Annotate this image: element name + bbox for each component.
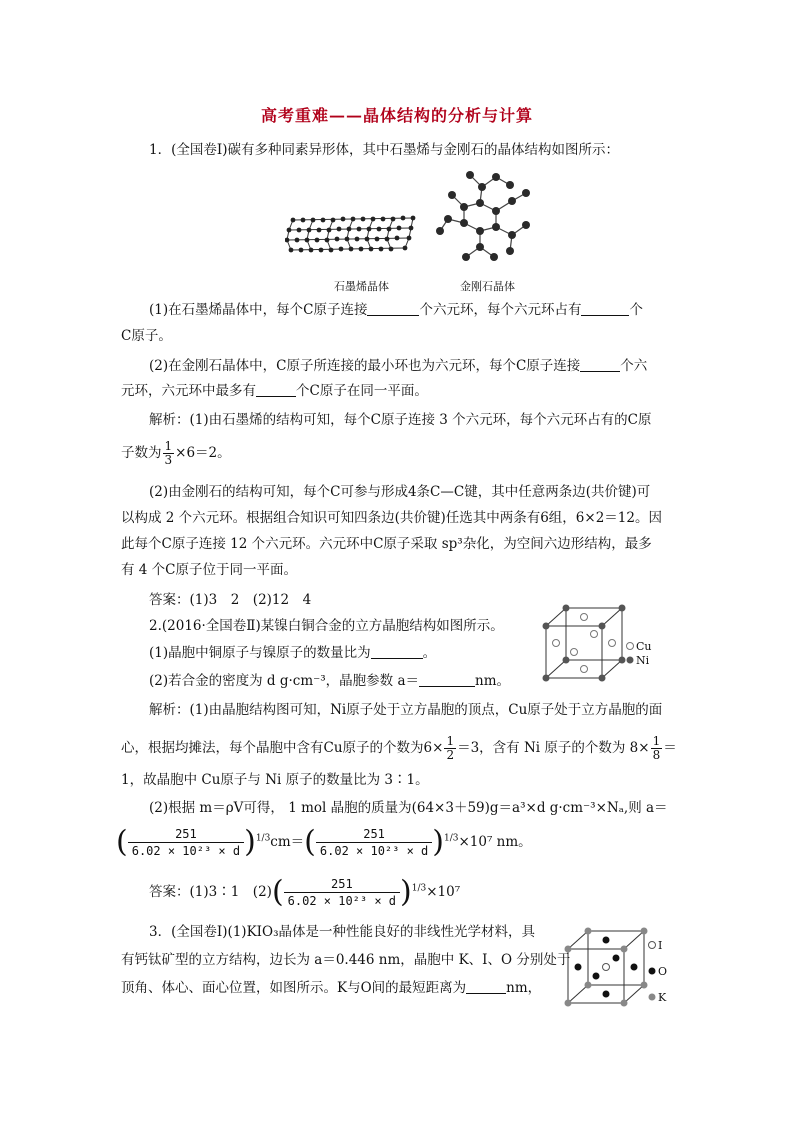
answer-blank[interactable] — [371, 644, 423, 659]
fraction-one-third: $\frac{1}{3}$ — [164, 439, 173, 467]
q2-part2: (2)若合金的密度为 d g·cm⁻³，晶胞参数 a＝ nm。 — [149, 673, 511, 689]
graphene-figure — [285, 208, 420, 258]
q2-solution-1: 解析：(1)由晶胞结构图可知，Ni原子处于立方晶胞的顶点，Cu原子处于立方晶胞的面 — [149, 702, 663, 718]
diamond-caption: 金刚石晶体 — [460, 280, 515, 293]
answer-blank[interactable] — [256, 382, 296, 397]
fraction-one-half: $\frac{1}{2}$ — [446, 734, 455, 762]
q2-solution-1b: 心，根据均摊法，每个晶胞中含有Cu原子的个数为6× $\frac{1}{2}$ ＝3，含有 Ni 原子的个数为 8× $\frac{1}{8}$ ＝ — [121, 734, 677, 762]
q1-stem: 1．(全国卷Ⅰ)碳有多种同素异形体，其中石墨烯与金刚石的晶体结构如图所示： — [149, 142, 619, 158]
q2-stem: 2.(2016·全国卷Ⅱ)某镍白铜合金的立方晶胞结构如图所示。 — [149, 618, 504, 634]
answer-blank[interactable] — [466, 979, 506, 994]
answer-blank[interactable] — [580, 357, 620, 372]
legend-i: I — [658, 939, 663, 952]
legend-o: O — [658, 965, 668, 978]
formula-fraction: $\frac{251}{\text{6.02 × 10²³ × d}}$ — [316, 826, 432, 859]
q2-solution-2-formula: ( $\frac{251}{\text{6.02 × 10²³ × d}}$ )$^{1/3}$cm＝( $\frac{251}{\text{6.02 × 10²³ × d}}$ )$^{1/3}$×10⁷ nm。 — [116, 824, 532, 860]
q1-part2-cont: 元环，六元环中最多有 个C原子在同一平面。 — [121, 383, 428, 399]
answer-blank[interactable] — [367, 301, 419, 316]
cuni-unit-cell — [540, 600, 650, 685]
q1-solution-1b: 子数为 $\frac{1}{3}$ ×6＝2。 — [121, 439, 231, 467]
q1-part2: (2)在金刚石晶体中，C原子所连接的最小环也为六元环，每个C原子连接 个六 — [149, 358, 648, 374]
formula-fraction: $\frac{251}{\text{6.02 × 10²³ × d}}$ — [128, 826, 244, 859]
q3-line3: 顶角、体心、面心位置，如图所示。K与O间的最短距离为 nm， — [121, 980, 542, 996]
answer-blank[interactable] — [581, 301, 629, 316]
fraction-one-eighth: $\frac{1}{8}$ — [652, 734, 661, 762]
legend-cu: Cu — [636, 640, 652, 653]
legend-ni: Ni — [636, 654, 650, 667]
diamond-figure — [430, 165, 535, 270]
q3-line2: 有钙钛矿型的立方结构，边长为 a＝0.446 nm，晶胞中 K、I、O 分别处于 — [121, 952, 571, 968]
page-title: 高考重难——晶体结构的分析与计算 — [260, 106, 533, 125]
q2-answer: 答案：(1)3∶1 (2)( $\frac{251}{\text{6.02 × 10²³ × d}}$ )$^{1/3}$×10⁷ — [149, 874, 461, 910]
q1-solution-1: 解析：(1)由石墨烯的结构可知，每个C原子连接 3 个六元环，每个六元环占有的C原 — [149, 412, 652, 428]
q1-solution-2a: (2)由金刚石的结构可知，每个C可参与形成4条C—C键，其中任意两条边(共价键)可 — [149, 484, 651, 500]
q2-part1: (1)晶胞中铜原子与镍原子的数量比为 。 — [149, 645, 437, 661]
q1-solution-2b: 以构成 2 个六元环。根据组合知识可知四条边(共价键)任选其中两条有6组，6×2＝12。因 — [121, 510, 662, 526]
graphene-caption: 石墨烯晶体 — [334, 280, 389, 293]
q1-part1: (1)在石墨烯晶体中，每个C原子连接 个六元环，每个六元环占有 个 — [149, 302, 643, 318]
q1-part1-cont: C原子。 — [121, 328, 172, 344]
legend-k: K — [658, 991, 667, 1004]
q2-solution-1c: 1，故晶胞中 Cu原子与 Ni 原子的数量比为 3∶1。 — [121, 772, 429, 788]
formula-fraction: $\frac{251}{\text{6.02 × 10²³ × d}}$ — [284, 876, 400, 909]
q3-line1: 3．(全国卷Ⅰ)(1)KIO₃晶体是一种性能良好的非线性光学材料，具 — [149, 924, 535, 940]
q1-solution-2d: 有 4 个C原子位于同一平面。 — [121, 562, 298, 578]
q1-answer: 答案：(1)3 2 (2)12 4 — [149, 592, 312, 608]
answer-blank[interactable] — [419, 672, 475, 687]
q2-solution-2: (2)根据 m＝ρV可得， 1 mol 晶胞的质量为(64×3＋59)g＝a³×d g·cm⁻³×Nₐ,则 a＝ — [149, 800, 668, 816]
q1-solution-2c: 此每个C原子连接 12 个六元环。六元环中C原子采取 sp³杂化，为空间六边形结构，最多 — [121, 536, 652, 552]
